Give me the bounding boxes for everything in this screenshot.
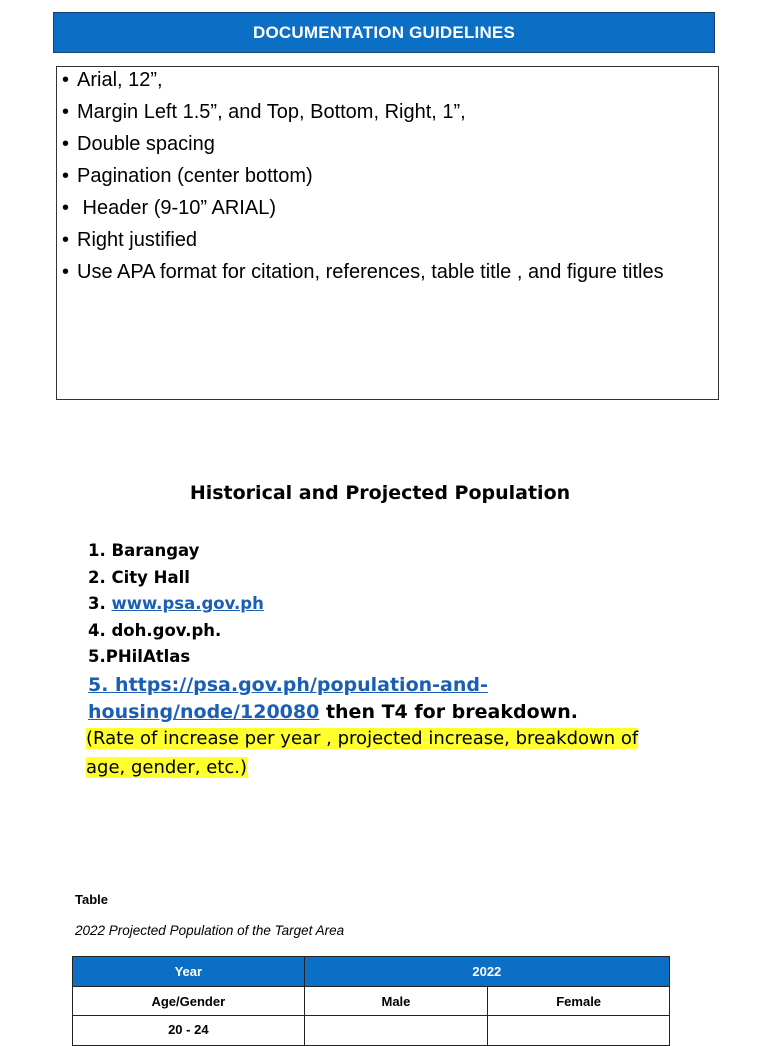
header-year: Year <box>73 957 305 987</box>
guideline-item: • Pagination (center bottom) <box>62 165 313 187</box>
banner-title: DOCUMENTATION GUIDELINES <box>253 22 515 42</box>
source-item: 2. City Hall <box>88 567 190 587</box>
guideline-item: • Arial, 12”, <box>62 69 163 91</box>
source-item: 4. doh.gov.ph. <box>88 620 222 640</box>
population-table <box>72 956 670 1046</box>
header-male: Male <box>304 987 488 1016</box>
guidelines-banner <box>53 12 715 53</box>
table-header-row <box>73 957 670 987</box>
header-age-gender: Age/Gender <box>73 987 305 1016</box>
highlighted-note <box>86 724 648 782</box>
source-item: 5.PHilAtlas <box>88 647 191 667</box>
guideline-item: • Use APA format for citation, references, table title , and figure titles <box>62 261 664 283</box>
table-subheader-row <box>73 987 670 1016</box>
table-caption: 2022 Projected Population of the Target Area <box>75 923 345 938</box>
guideline-item: • Right justified <box>62 229 198 251</box>
psa-link[interactable]: www.psa.gov.ph <box>111 594 264 614</box>
header-female: Female <box>488 987 670 1016</box>
guidelines-box <box>56 66 719 400</box>
psa-node-link[interactable]: 5. https://psa.gov.ph/population-and-housing/node/120080 <box>88 674 488 723</box>
table-row <box>73 1016 670 1046</box>
guidelines-list <box>62 68 712 284</box>
section-title: Historical and Projected Population <box>189 482 571 504</box>
male-cell <box>304 1016 488 1046</box>
guideline-item: • Header (9-10” ARIAL) <box>62 197 276 219</box>
header-2022: 2022 <box>304 957 669 987</box>
note-text: (Rate of increase per year , projected increase, breakdown of age, gender, etc.) <box>86 728 639 778</box>
sources-list <box>88 538 688 671</box>
age-cell: 20 - 24 <box>73 1016 305 1046</box>
female-cell <box>488 1016 670 1046</box>
table-label: Table <box>75 892 108 907</box>
source-item: 1. Barangay <box>88 541 200 560</box>
source-item: 3. www.psa.gov.ph <box>88 594 264 614</box>
guideline-item: • Margin Left 1.5”, and Top, Bottom, Right, 1”, <box>62 101 466 123</box>
guideline-item: • Double spacing <box>62 133 215 155</box>
breakdown-text: then T4 for breakdown. <box>319 701 578 723</box>
psa-node-source <box>88 672 708 726</box>
